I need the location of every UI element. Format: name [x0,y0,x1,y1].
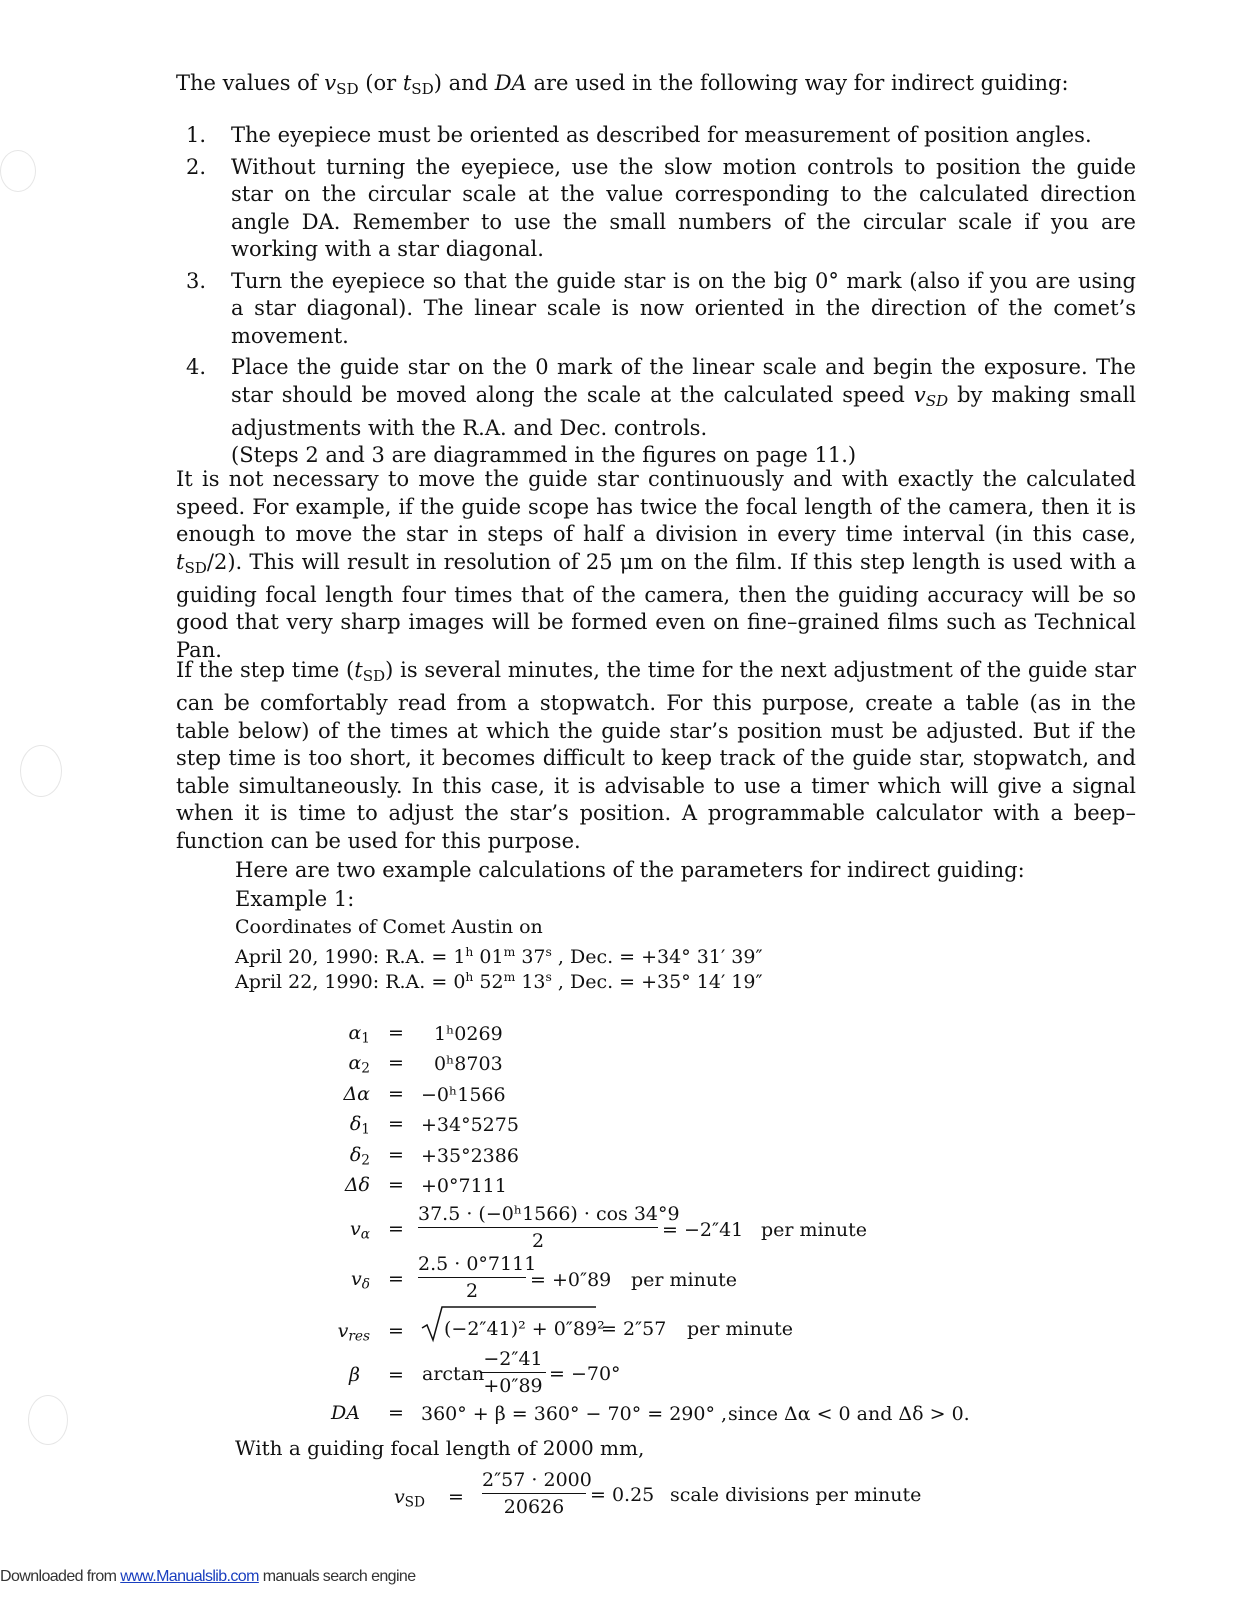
v-alpha-lhs: $v_\alpha$ [350,1218,370,1243]
alpha2-eq: = [388,1052,404,1074]
alpha1-lhs: $\alpha_1$ [348,1022,370,1047]
guiding-focal-text: With a guiding focal length of 2000 mm, [235,1436,645,1460]
v-delta-result: = +0″89 [530,1269,612,1291]
delta2-eq: = [388,1144,404,1166]
v-res-lhs: $v_{res}$ [337,1320,370,1345]
da-lhs: DA [331,1402,360,1424]
da-rhs: 360° + β = 360° − 70° = 290° , [421,1403,728,1425]
step-item: 4. Place the guide star on the 0 mark of the linear scale and begin the exposure. The star should be moved along the scale at the calculated speed $v_{SD}$ by making small adjustments with the R.A. and Dec. controls. (Steps 2 and 3 are diagrammed in the figures on page 11.) [186,355,1136,468]
scan-speck [28,1395,68,1445]
beta-lhs: β [349,1364,360,1386]
delta1-eq: = [388,1113,404,1135]
v-res-unit: per minute [687,1318,793,1340]
steps-list [176,122,1136,474]
paragraph-step-time: If the step time $(t_{SD})$ is several minutes, the time for the next adjustment of the guide star can be comfortably read from a stopwatch. For this purpose, create a table (as in the table below) of the times at which the guide star’s position must be adjusted. But if the step time is too short, it becomes difficult to keep track of the guide star, stopwatch, and table simultaneously. In this case, it is advisable to use a timer which will give a signal when it is time to adjust the star’s position. A programmable calculator with a beep–function can be used for this purpose. [176,658,1137,853]
v-sd-eq: = [448,1486,464,1508]
example-heading: Here are two example calculations of the parameters for indirect guiding: [235,858,1025,882]
v-delta-lhs: $v_\delta$ [351,1268,370,1293]
v-sd-lhs: $v_{SD}$ [393,1486,425,1511]
intro-paragraph: The values of $v_{SD}$ (or $t_{SD}$) and DA are used in the following way for indirect guiding: [176,71,1069,98]
v-sd-result: = 0.25 [590,1484,655,1506]
v-alpha-unit: per minute [761,1219,867,1241]
da-condition: since Δα < 0 and Δδ > 0. [728,1403,970,1425]
ddelta-eq: = [388,1174,404,1196]
coords-line-2: April 22, 1990: R.A. = $0^h$ 52$^m$ 13$^s$ , Dec. = +35° 14′ 19″ [235,970,763,993]
delta2-lhs: $\delta_2$ [349,1144,370,1169]
step-item: 1. The eyepiece must be oriented as described for measurement of position angles. [186,123,1092,147]
v-delta-eq: = [388,1268,404,1290]
beta-result: = −70° [549,1363,621,1385]
v-delta-fraction: 2.5 · 0°7111 2 [418,1253,537,1302]
v-alpha-fraction: 37.5 · (−0ʰ1566) · cos 34°9 2 [418,1203,680,1252]
step-item: 3. Turn the eyepiece so that the guide star is on the big 0° mark (also if you are using a star diagonal). The linear scale is now oriented in the direction of the comet’s movement. [186,268,1136,348]
delta2-rhs: +35°2386 [421,1145,519,1167]
example-label: Example 1: [235,887,355,911]
coords-line-1: April 20, 1990: R.A. = $1^h$ 01$^m$ 37$^s$ , Dec. = +34° 31′ 39″ [235,945,763,968]
da-eq: = [388,1402,404,1424]
beta-eq: = [388,1364,404,1386]
v-symbol: v [324,71,337,95]
beta-fraction: −2″41 +0″89 [480,1348,546,1397]
paragraph-step-accuracy: It is not necessary to move the guide star continuously and with exactly the calculated speed. For example, if the guide scope has twice the focal length of the camera, then it is enough to move the star in steps of half a division in every time interval (in this case, $t_{SD}/2$). This will result in resolution of 25 μm on the film. If this step length is used with a guiding focal length four times that of the camera, then the guiding accuracy will be so good that very sharp images will be formed even on fine–grained films such as Technical Pan. [176,467,1136,662]
dalpha-lhs: Δα [343,1083,370,1105]
delta1-lhs: $\delta_1$ [349,1113,370,1138]
v-alpha-eq: = [388,1218,404,1240]
v-delta-unit: per minute [631,1269,737,1291]
ddelta-lhs: Δδ [344,1174,370,1196]
coords-title: Coordinates of Comet Austin on [235,916,543,938]
alpha1-eq: = [388,1022,404,1044]
da-symbol: DA [494,71,527,95]
v-sd-fraction: 2″57 · 2000 20626 [482,1469,592,1518]
v-res-radicand: (−2″41)² + 0″89² [444,1318,605,1340]
scan-speck [0,150,36,192]
footer-download-note: Downloaded from www.Manualslib.com manuals search engine [0,1568,416,1585]
alpha2-rhs: 0ʰ8703 [434,1053,503,1075]
step-item: 2. Without turning the eyepiece, use the slow motion controls to position the guide star on the circular scale at the value corresponding to the calculated direction angle DA. Remember to use the small numbers of the circular scale if you are working with a star diagonal. [186,154,1136,261]
beta-fn: arctan [422,1363,485,1385]
alpha2-lhs: $\alpha_2$ [348,1052,370,1077]
v-alpha-result: = −2″41 [662,1219,744,1241]
scan-speck [20,745,62,797]
alpha1-rhs: 1ʰ0269 [434,1023,503,1045]
manualslib-link[interactable]: www.Manualslib.com [120,1568,259,1585]
ddelta-rhs: +0°7111 [421,1175,507,1197]
v-res-result: = 2″57 [601,1318,667,1340]
steps-note: (Steps 2 and 3 are diagrammed in the figures on page 11.) [231,443,857,468]
dalpha-eq: = [388,1083,404,1105]
t-symbol: t [402,71,412,95]
v-res-eq: = [388,1320,404,1342]
delta1-rhs: +34°5275 [421,1114,519,1136]
v-sd-unit: scale divisions per minute [670,1484,922,1506]
dalpha-rhs: −0ʰ1566 [421,1084,506,1106]
